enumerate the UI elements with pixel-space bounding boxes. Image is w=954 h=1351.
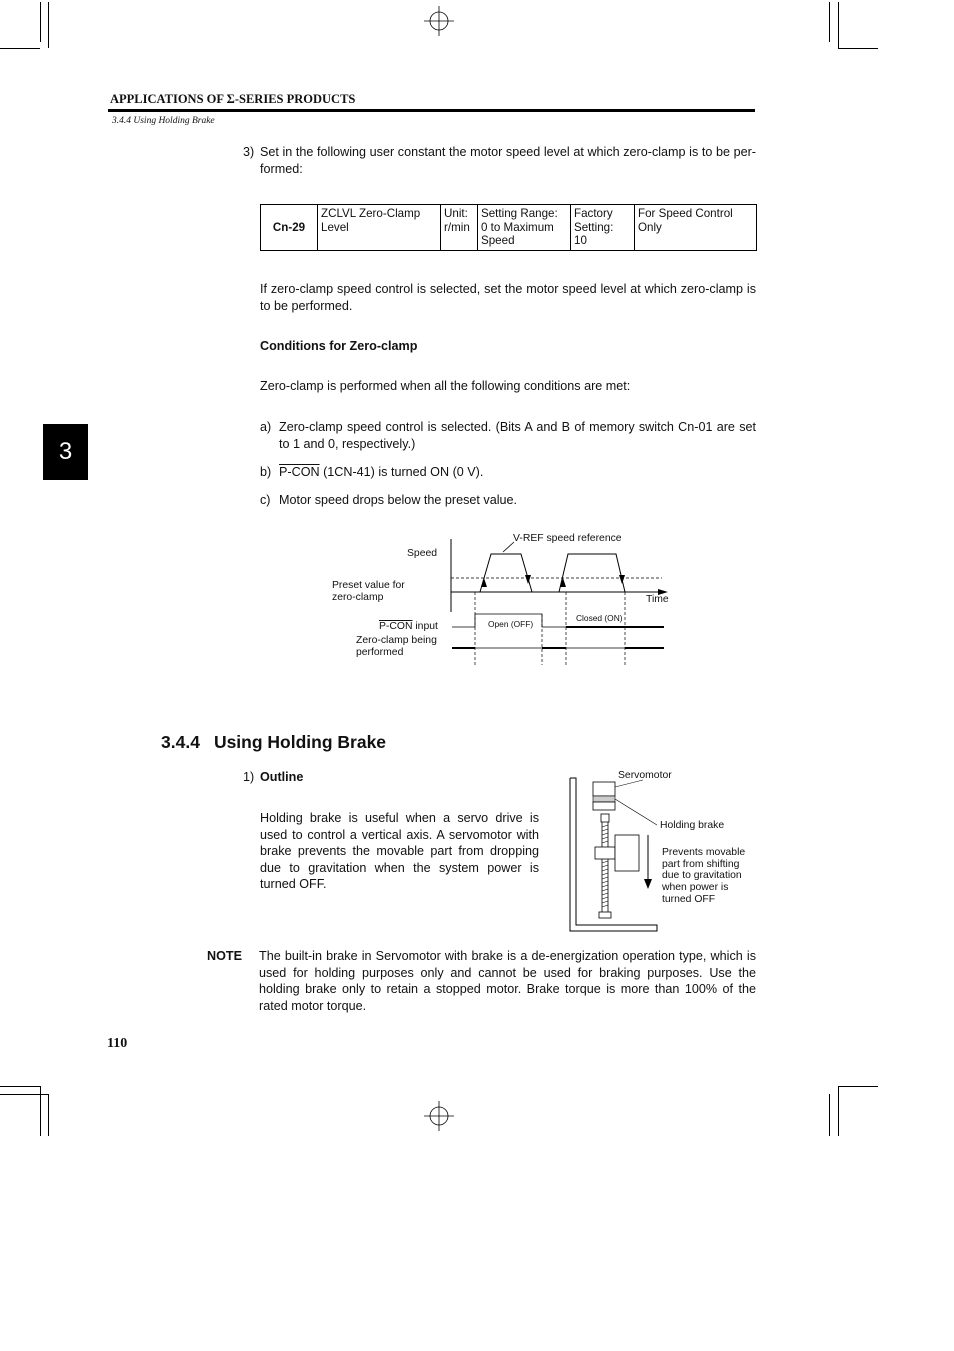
registration-mark-bottom	[424, 1101, 454, 1131]
vref-pulse-2	[559, 554, 625, 592]
vref-pulse-1	[480, 554, 532, 592]
closed-label: Closed (ON)	[576, 613, 623, 623]
preset-label-1: Preset value for	[332, 580, 405, 591]
prevents-line-4: when power is	[662, 882, 729, 894]
param-range-line1: Setting Range:	[481, 207, 558, 220]
pcon-label-overline: P-CON	[379, 621, 413, 632]
vref-label: V-REF speed reference	[513, 533, 622, 544]
zero-clamp-paragraph: If zero-clamp speed control is selected, set the motor speed level at which zero-clamp is to be performed.	[260, 282, 756, 313]
parameter-table	[260, 204, 757, 251]
param-name-line2: Level	[321, 220, 349, 234]
prevents-line-2: part from shifting	[662, 858, 740, 870]
holding-brake-band	[593, 796, 615, 802]
open-label: Open (OFF)	[488, 619, 534, 629]
param-control-line2: Only	[638, 220, 662, 234]
param-range-line2: 0 to Maximum	[481, 220, 554, 234]
prevents-line-5: turned OFF	[662, 893, 716, 905]
page-number: 110	[107, 1036, 128, 1051]
prevents-line-1: Prevents movable	[662, 847, 746, 858]
step3-text: Set in the following user constant the motor speed level at which zero-clamp is to be per-formed:	[260, 145, 756, 176]
condition-a-label: a)	[260, 420, 272, 434]
condition-c-label: c)	[260, 493, 271, 507]
condition-b	[279, 464, 483, 481]
prevents-line-3: due to gravitation	[662, 870, 742, 882]
param-factory-line1: Factory	[574, 207, 613, 220]
screw-threads	[602, 825, 608, 907]
pcon-signal: P-CON	[279, 465, 320, 479]
condition-b-label: b)	[260, 465, 272, 479]
prevents-label	[662, 847, 745, 906]
screw-bearing	[599, 912, 611, 918]
step3-number: 3)	[243, 145, 255, 159]
param-range-line3: Speed	[481, 234, 515, 247]
movable-part	[615, 835, 639, 871]
conditions-heading: Conditions for Zero-clamp	[260, 339, 418, 353]
param-control-line1: For Speed Control	[638, 207, 733, 220]
pcon-input-label	[379, 621, 438, 633]
param-unit	[441, 205, 478, 251]
conditions-intro: Zero-clamp is performed when all the following conditions are met:	[260, 379, 631, 393]
outline-number: 1)	[243, 770, 255, 784]
zc-label-1: Zero-clamp being	[356, 635, 437, 646]
preset-label-2: zero-clamp	[332, 592, 384, 603]
arrow-up-1	[481, 578, 487, 587]
speed-label: Speed	[407, 548, 438, 559]
arrow-down-2	[619, 575, 625, 584]
gravity-arrow-head	[644, 879, 652, 889]
param-factory	[571, 205, 635, 251]
param-control	[635, 205, 757, 251]
subsection-ref: 3.4.4 Using Holding Brake	[112, 116, 215, 126]
condition-b-text: (1CN-41) is turned ON (0 V).	[319, 465, 484, 479]
section-heading	[161, 732, 386, 753]
arrow-down-1	[525, 575, 531, 584]
note-text: The built-in brake in Servomotor with brake is a de-energization operation type, which is used for holding purposes only and cannot be used for braking purposes. Use the holding brake only to retain a stopped motor. Brake torque is more than 100% of the rated motor torque.	[259, 949, 756, 1013]
param-code: Cn-29	[261, 205, 318, 251]
section-title: Using Holding Brake	[213, 732, 387, 752]
param-range	[478, 205, 571, 251]
registration-mark-top	[424, 6, 454, 36]
param-unit-line2: r/min	[444, 220, 470, 234]
param-unit-line1: Unit:	[444, 207, 468, 220]
running-title: APPLICATIONS OF Σ-SERIES PRODUCTS	[110, 92, 356, 106]
condition-a-text: Zero-clamp speed control is selected. (Bits A and B of memory switch Cn-01 are set to 1 and 0, respectively.)	[279, 420, 756, 451]
time-label: Time	[646, 594, 669, 605]
zc-label-2: performed	[356, 647, 404, 658]
section-number: 3.4.4	[161, 732, 200, 752]
motor-flange	[593, 802, 615, 810]
brake-leader	[615, 799, 657, 825]
servomotor-body	[593, 782, 615, 796]
timing-diagram-graphics	[440, 530, 670, 670]
nut-block	[595, 847, 615, 859]
param-name	[318, 205, 441, 251]
outline-text: Holding brake is useful when a servo drive is used to control a vertical axis. A servomotor with brake prevents the movable part from dropping due to gravitation when the system power is turned OFF.	[260, 811, 539, 891]
chapter-tab: 3	[43, 424, 88, 480]
holding-brake-label: Holding brake	[660, 820, 725, 831]
param-factory-line2: Setting:	[574, 220, 614, 234]
header-rule	[108, 109, 755, 112]
outline-heading: Outline	[260, 770, 304, 784]
pcon-label-suffix: input	[412, 621, 438, 632]
servomotor-label: Servomotor	[618, 770, 672, 781]
condition-c-text: Motor speed drops below the preset value.	[279, 493, 518, 507]
coupling	[601, 814, 609, 822]
note-label: NOTE	[207, 949, 242, 963]
param-name-line1: ZCLVL Zero-Clamp	[321, 207, 421, 220]
param-factory-line3: 10	[574, 234, 587, 247]
